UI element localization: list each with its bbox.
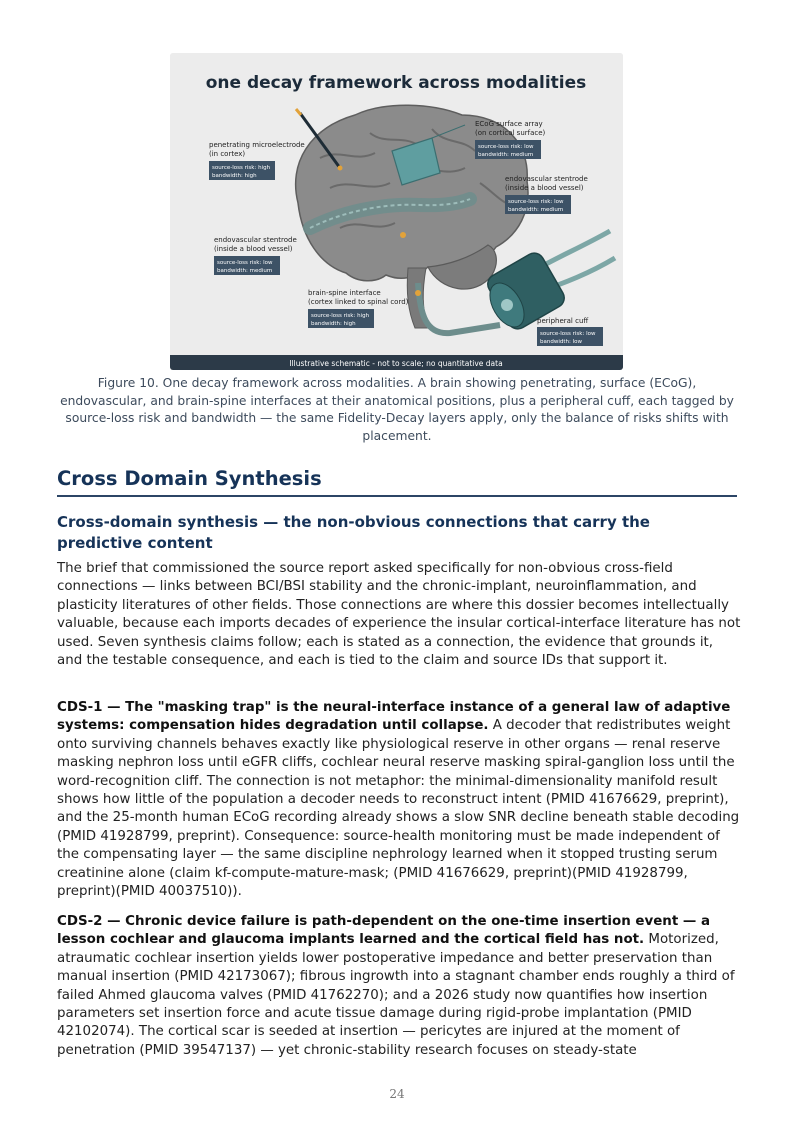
- svg-text:brain-spine interface: brain-spine interface: [308, 289, 381, 297]
- svg-text:(in cortex): (in cortex): [209, 150, 246, 158]
- subheading: Cross-domain synthesis — the non-obvious connections that carry the predictive content: [57, 513, 650, 552]
- svg-text:endovascular stentrode: endovascular stentrode: [505, 175, 588, 183]
- svg-text:bandwidth: low: bandwidth: low: [540, 339, 582, 345]
- svg-text:bandwidth: high: bandwidth: high: [311, 321, 356, 327]
- figure-illustration: [170, 53, 623, 370]
- svg-text:bandwidth: medium: bandwidth: medium: [478, 152, 534, 158]
- svg-text:bandwidth: medium: bandwidth: medium: [217, 268, 273, 274]
- svg-text:penetrating microelectrode: penetrating microelectrode: [209, 141, 305, 149]
- svg-text:(on cortical surface): (on cortical surface): [475, 129, 546, 137]
- cds1-text: A decoder that redistributes weight onto surviving channels behaves exactly like physiological reserve in other organs — renal reserve masking nephron loss until eGFR cliffs, cochlear neural reserve masking spiral-ganglion loss until the word-recognition cliff. The connection is not metaphor: the minimal-dimensionality manifold result shows how little of the population a decoder needs to reconstruct intent (PMID 41676629, preprint), and the 25-month human ECoG recording already shows a slow SNR decline beneath stable decoding (PMID 41928799, preprint). Consequence: source-health monitoring must be made independent of the compensating layer — the same discipline nephrology learned when it stopped trusting serum creatinine alone (claim kf-compute-mature-mask; (PMID 41676629, preprint)(PMID 41928799, preprint)(PMID 40037510)).: [57, 718, 740, 900]
- svg-text:source-loss risk: high: source-loss risk: high: [212, 165, 271, 171]
- cds2-text: Motorized, atraumatic cochlear insertion yields lower postoperative impedance and better preservation than manual insertion (PMID 42173067); fibrous ingrowth into a stagnant chamber ends roughly a third of failed Ahmed glaucoma valves (PMID 41762270); and a 2026 study now quantifies how insertion parameters set insertion force and acute tissue damage during rigid-probe implantation (PMID 42102074). The cortical scar is seeded at insertion — pericytes are injured at the moment of penetration (PMID 39547137) — yet chronic-stability research focuses on steady-state: [57, 932, 735, 1058]
- svg-text:source-loss risk: low: source-loss risk: low: [478, 144, 534, 150]
- svg-text:source-loss risk: high: source-loss risk: high: [311, 313, 370, 319]
- figure-caption: Figure 10. One decay framework across modalities. A brain showing penetrating, surface (ECoG), endovascular, and brain-spine interfaces at their anatomical positions, plus a peripheral cuff, each tagged by source-loss risk and bandwidth — the same Fidelity-Decay layers apply, only the balance of risks shifts with placement.: [60, 376, 734, 443]
- svg-text:(inside a blood vessel): (inside a blood vessel): [505, 184, 584, 192]
- svg-text:bandwidth: medium: bandwidth: medium: [508, 207, 564, 213]
- figure-title: one decay framework across modalities: [205, 73, 587, 93]
- page-number: 24: [389, 1087, 405, 1101]
- svg-text:source-loss risk: low: source-loss risk: low: [508, 199, 564, 205]
- svg-text:bandwidth: high: bandwidth: high: [212, 173, 257, 179]
- svg-text:ECoG surface array: ECoG surface array: [475, 120, 543, 128]
- intro-paragraph: The brief that commissioned the source report asked specifically for non-obvious cross-field connections — links between BCI/BSI stability and the chronic-implant, neuroinflammation, and plasticity literatures of other fields. Those connections are where this dossier becomes intellectually valuable, because each imports decades of experience the insular cortical-interface literature has not used. Seven synthesis claims follow; each is stated as a connection, the evidence that grounds it, and the testable consequence, and each is tied to the claim and source IDs that support it.: [57, 561, 741, 669]
- svg-text:peripheral cuff: peripheral cuff: [537, 317, 589, 325]
- figure-footer: Illustrative schematic - not to scale; no quantitative data: [289, 359, 503, 368]
- svg-text:endovascular stentrode: endovascular stentrode: [214, 236, 297, 244]
- svg-text:(cortex linked to spinal cord): (cortex linked to spinal cord): [308, 298, 409, 306]
- section-rule: [57, 495, 737, 497]
- svg-text:source-loss risk: low: source-loss risk: low: [217, 260, 273, 266]
- cds1-paragraph: [57, 699, 741, 901]
- section-title: Cross Domain Synthesis: [57, 467, 322, 490]
- svg-text:(inside a blood vessel): (inside a blood vessel): [214, 245, 293, 253]
- svg-text:source-loss risk: low: source-loss risk: low: [540, 331, 596, 337]
- cds2-paragraph: [57, 913, 741, 1060]
- cds1-lead: CDS-1 — The "masking trap" is the neural-interface instance of a general law of adaptive systems: compensation hides degradation until collapse.: [57, 700, 731, 734]
- cds2-lead: CDS-2 — Chronic device failure is path-dependent on the one-time insertion event — a lesson cochlear and glaucoma implants learned and the cortical field has not.: [57, 914, 710, 948]
